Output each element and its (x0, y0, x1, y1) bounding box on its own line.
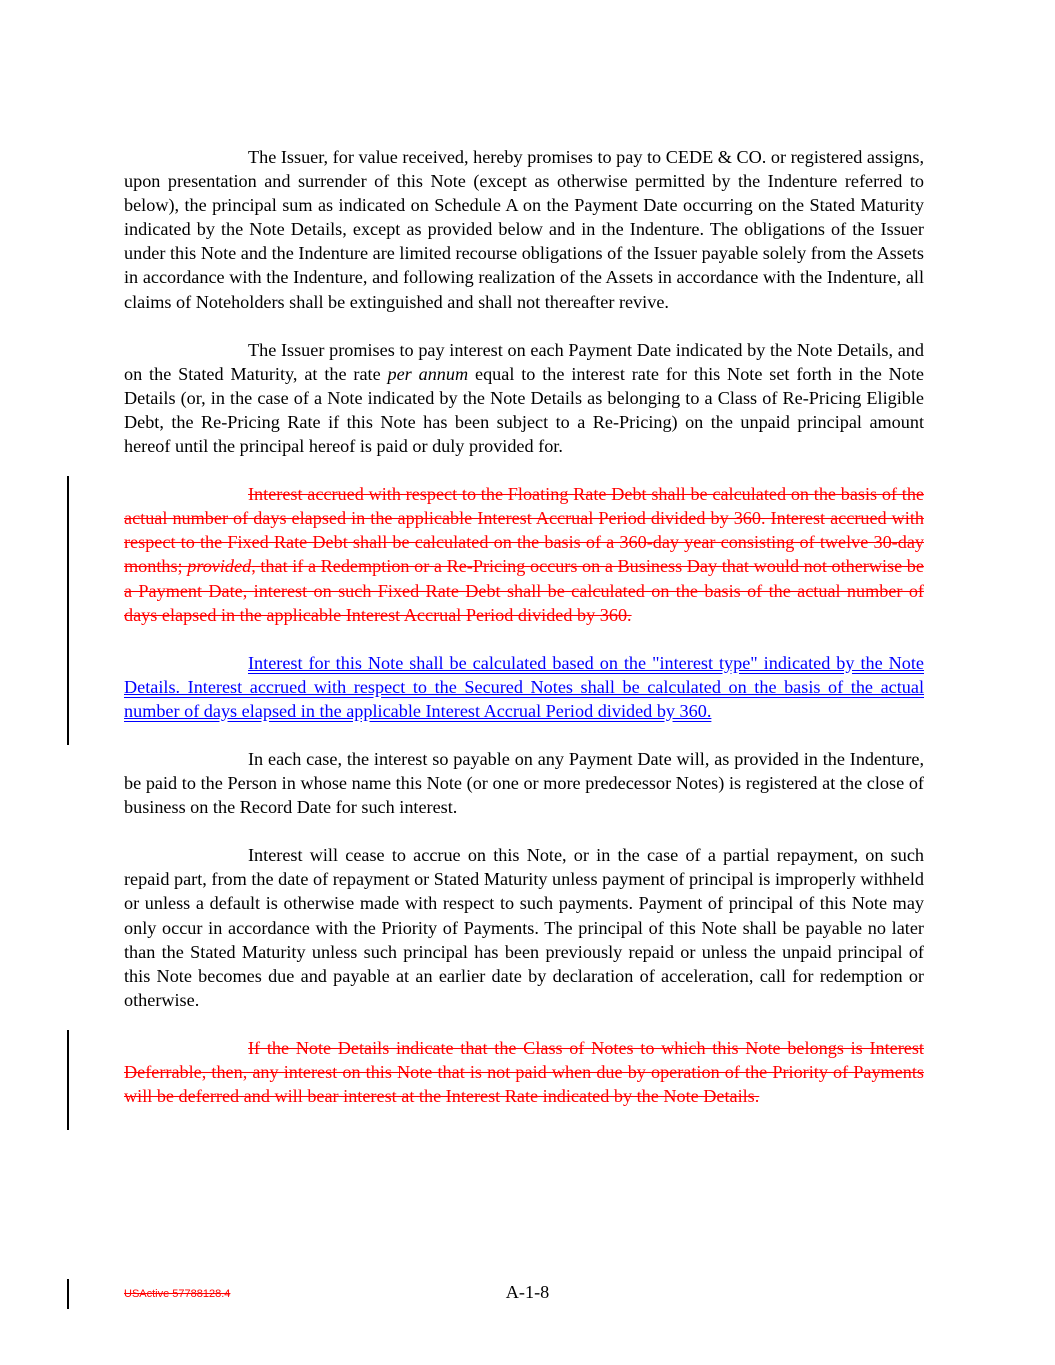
paragraph-inserted-interest-type (124, 651, 924, 723)
page-footer (0, 1282, 1055, 1312)
document-id: USActive 57788128.4 (124, 1288, 231, 1300)
paragraph-interest-rate (124, 338, 924, 458)
deleted-text: Interest accrued with respect to the Floating Rate Debt shall be calculated on the basis of the actual number of days elapsed in the applicable Interest Accrual Period divided by 360. Interest accrued with respect to the Fixed Rate Debt shall be calculated on the basis of a 360-day year consisting of twelve 30-day months; (124, 484, 924, 577)
paragraph-promise-to-pay (124, 145, 924, 314)
paragraph-record-date (124, 747, 924, 819)
paragraph-text: Interest will cease to accrue on this Note, or in the case of a partial repayment, on such repaid part, from the date of repayment or Stated Maturity unless payment of principal is improperly withheld or unless a default is otherwise made with respect to such payments. Payment of principal of this Note may only occur in accordance with the Priority of Payments. The principal of this Note shall be payable no later than the Stated Maturity unless such principal has been previously repaid or unless the unpaid principal of this Note becomes due and payable at an earlier date by declaration of acceleration, call for redemption or otherwise. (124, 845, 924, 1010)
change-bar (67, 645, 69, 745)
paragraph-cease-to-accrue (124, 843, 924, 1012)
italic-term: per annum (387, 363, 469, 384)
paragraph-text: The Issuer promises to pay interest on each Payment Date indicated by the Note Details, and on the Stated Maturity, at the rate (124, 339, 924, 384)
inserted-text: Interest for this Note shall be calculated based on the "interest type" indicated by the Note Details. Interest accrued with respect to the Secured Notes shall be calculated on the basis of the actual number of days elapsed in the applicable Interest Accrual Period divided by 360. (124, 652, 924, 721)
paragraph-deleted-interest-calculation (124, 482, 924, 627)
paragraph-text: equal to the interest rate for this Note set forth in the Note Details (or, in the case of a Note indicated by the Note Details as belonging to a Class of Re-Pricing Eligible Debt, the Re-Pricing Rate if this Note has been subject to a Re-Pricing) on the unpaid principal amount hereof until the principal hereof is paid or duly provided for. (124, 363, 924, 457)
paragraph-text: The Issuer, for value received, hereby promises to pay to CEDE & CO. or registered assigns, upon presentation and surrender of this Note (except as otherwise permitted by the Indenture referred to below), the principal sum as indicated on Schedule A on the Payment Date occurring on the Stated Maturity indicated by the Note Details, except as provided below and in the Indenture. The obligations of the Issuer under this Note and the Indenture are limited recourse obligations of the Issuer payable solely from the Assets in accordance with the Indenture, and following realization of the Assets in accordance with the Indenture, all claims of Noteholders shall be extinguished and shall not thereafter revive. (124, 147, 924, 312)
document-body (124, 145, 924, 1132)
paragraph-deleted-deferrable-interest (124, 1036, 924, 1108)
change-bar (67, 1030, 69, 1130)
deleted-italic-term: provided (187, 556, 252, 577)
page-number: A-1-8 (505, 1282, 550, 1302)
deleted-text: If the Note Details indicate that the Class of Notes to which this Note belongs is Interest Deferrable, then, any interest on this Note that is not paid when due by operation of the Priority of Payments will be deferred and will bear interest at the Interest Rate indicated by the Note Details. (124, 1037, 924, 1107)
change-bar (67, 476, 69, 648)
paragraph-text: In each case, the interest so payable on any Payment Date will, as provided in the Indenture, be paid to the Person in whose name this Note (or one or more predecessor Notes) is registered at the close of business on the Record Date for such interest. (124, 748, 924, 818)
deleted-text: , that if a Redemption or a Re-Pricing occurs on a Business Day that would not otherwise be a Payment Date, interest on such Fixed Rate Debt shall be calculated on the basis of the actual number of days elapsed in the applicable Interest Accrual Period divided by 360. (124, 556, 924, 625)
